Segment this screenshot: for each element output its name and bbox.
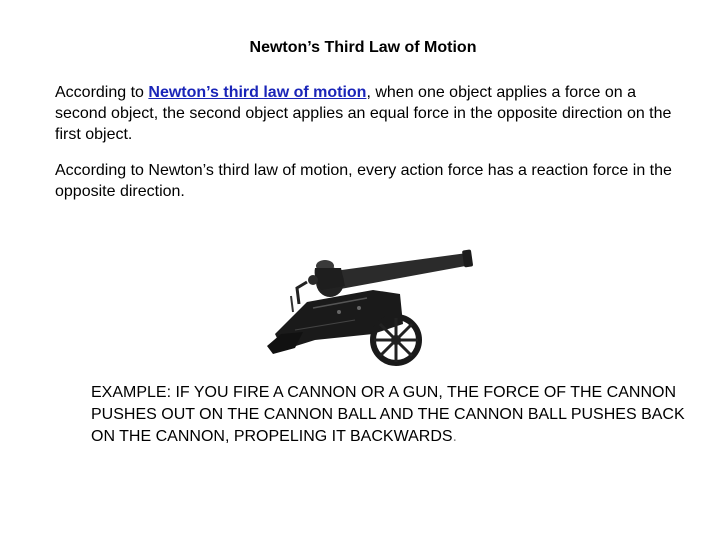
action-reaction-paragraph: According to Newton’s third law of motion, every action force has a reaction force in the opposite direction.: [55, 162, 672, 200]
example-period: .: [452, 428, 457, 445]
definition-paragraph: [55, 82, 680, 145]
definition-suffix: , when one object applies a force on a second object, the second object applies an equal force in the opposite direction on the first object.: [55, 84, 672, 143]
cannon-image: [255, 238, 485, 373]
definition-prefix: According to: [55, 84, 149, 101]
example-text: [91, 382, 691, 448]
example-body: EXAMPLE: IF YOU FIRE A CANNON OR A GUN, THE FORCE OF THE CANNON PUSHES OUT ON THE CANNON BALL AND THE CANNON BALL PUSHES BACK ON THE CANNON, PROPELING IT BACKWARDS: [91, 384, 685, 445]
newtons-third-law-link[interactable]: Newton’s third law of motion: [148, 84, 367, 101]
slide-title: Newton’s Third Law of Motion: [249, 39, 477, 56]
